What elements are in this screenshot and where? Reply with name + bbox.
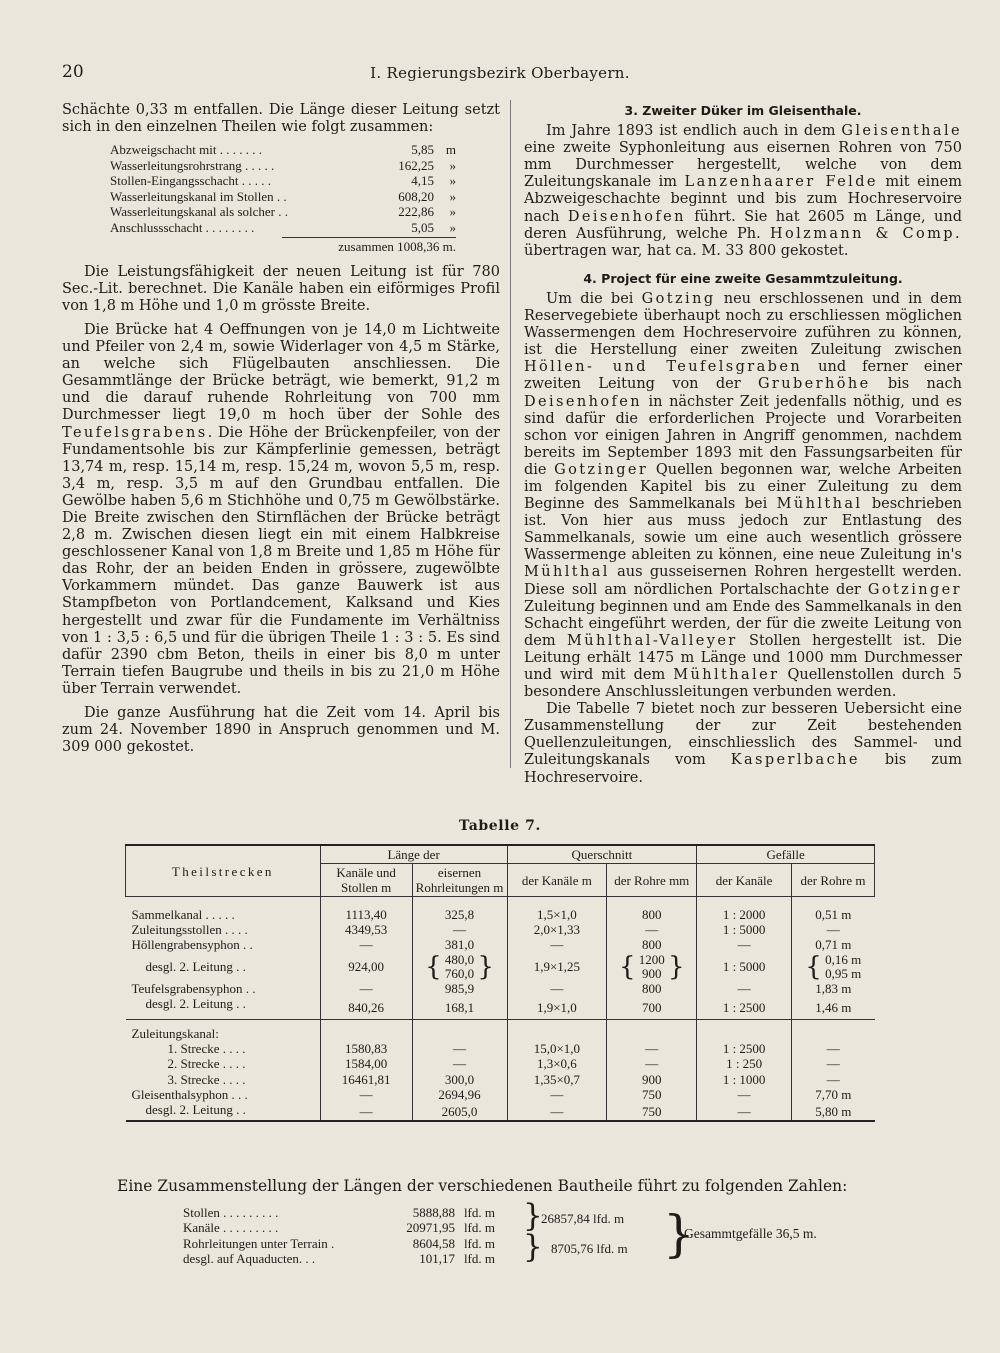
summary-brace: }: [663, 1205, 695, 1263]
summary-sum-2: 8705,76 lfd. m: [551, 1241, 628, 1256]
table-row: Teufelsgrabensyphon . . — 985,9 — 800 — 1,83 m: [126, 981, 875, 996]
table-7: [125, 844, 875, 1122]
th-gefaelle: Gefälle: [697, 845, 875, 864]
summary-row: Rohrleitungen unter Terrain . 8604,58 lfd. m: [183, 1235, 495, 1251]
th-g-rohre: der Rohre m: [792, 864, 875, 897]
left-column: [62, 102, 500, 756]
table-row: Sammelkanal . . . . . 1113,40 325,8 1,5×1,0 800 1 : 2000 0,51 m: [126, 897, 875, 923]
table-row: Höllengrabensyphon . . — 381,0 — 800 — 0,71 m: [126, 937, 875, 952]
zuleitungskanal-label: Zuleitungskanal:: [126, 1020, 321, 1042]
table-caption: Tabelle 7.: [459, 818, 541, 834]
running-title: I. Regierungsbezirk Oberbayern.: [370, 64, 630, 82]
left-paragraph: Die Leistungsfähigkeit der neuen Leitung ist für 780 Sec.-Lit. berechnet. Die Kanäle haben ein eiförmiges Profil von 1,8 m Höhe und 1,0 m grösste Breite.: [62, 263, 500, 314]
table-row: 2. Strecke . . . . 1584,00 — 1,3×0,6 — 1 : 250 —: [126, 1056, 875, 1071]
length-row: Anschlussschacht . . . . . . . . 5,05 »: [110, 219, 456, 235]
length-list: [110, 142, 456, 255]
length-total: zusammen 1008,36 m.: [282, 237, 456, 255]
page-number: 20: [62, 62, 84, 82]
summary-row: Kanäle . . . . . . . . . 20971,95 lfd. m: [183, 1220, 495, 1236]
th-rohrleitungen: eisernen Rohrleitungen m: [412, 864, 507, 897]
left-paragraph: Die Brücke hat 4 Oeffnungen von je 14,0 m Lichtweite und Pfeiler von 2,4 m, sowie Widerlager von 4,5 m Stärke, an welche sich Flügelbauten anschliessen. Die Gesammtlänge der Brücke beträgt, wie bemerkt, 91,2 m und die darauf ruhende Rohrleitung von 700 mm Durchmesser liegt 19,0 m hoch über der Sohle des Teufelsgrabens. Die Höhe der Brückenpfeiler, von der Fundamentsohle bis zur Kämpferlinie gemessen, beträgt 13,74 m, resp. 15,14 m, resp. 15,24 m, wovon 5,5 m, resp. 3,4 m, resp. 3,5 m auf den Grundbau entfallen. Die Gewölbe haben 5,6 m Stichhöhe und 0,75 m Gewölbstärke. Die Breite zwischen den Stirnflächen der Brücke beträgt 2,8 m. Zwischen diesen liegt ein mit einem Halbkreise geschlossener Kanal von 1,8 m Breite und 1,85 m Höhe für das Rohr, der an beiden Enden in grössere, zugewölbte Vorkammern mündet. Das ganze Bauwerk ist aus Stampfbeton von Portlandcement, Kalksand und Kies hergestellt und zwar für die Fundamente im Verhältniss von 1 : 3,5 : 6,5 und für die übrigen Theile 1 : 3 : 5. Es sind dafür 2390 cbm Beton, theils in einer bis 8,0 m unter Terrain tiefen Baugrube und theils in bis zu 21,0 m Höhe über Terrain verwendet.: [62, 321, 500, 697]
length-row: Abzweigschacht mit . . . . . . . 5,85 m: [110, 142, 456, 158]
table-row: Zuleitungsstollen . . . . 4349,53 — 2,0×1,33 — 1 : 5000 —: [126, 922, 875, 937]
table-row: desgl. 2. Leitung . . 924,00 { 480,0 760,0 } 1,9×1,25 { 1200 900 } 1 : 5000 { 0,16 m 0,95 m: [126, 953, 875, 981]
summary-brace: }: [523, 1229, 543, 1265]
right-paragraph: Die Tabelle 7 bietet noch zur besseren Uebersicht eine Zusammenstellung der zur Zeit bestehenden Quellenzuleitungen, einschliesslich des Sammel- und Zuleitungskanals vom Kasperlbache bis zum Hochreservoire.: [524, 701, 962, 786]
summary-list: [183, 1205, 495, 1266]
left-paragraph: Die ganze Ausführung hat die Zeit vom 14. April bis zum 24. November 1890 in Anspruch genommen und M. 309 000 gekostet.: [62, 705, 500, 756]
column-divider: [510, 100, 511, 768]
length-row: Wasserleitungskanal im Stollen . . 608,20 »: [110, 188, 456, 204]
table-row: 1. Strecke . . . . 1580,83 — 15,0×1,0 — 1 : 2500 —: [126, 1041, 875, 1056]
table-row: desgl. 2. Leitung . . — 2605,0 — 750 — 5,80 m: [126, 1102, 875, 1121]
right-paragraph: Um die bei Gotzing neu erschlossenen und in dem Reservegebiete überhaupt noch zu erschliessen möglichen Wassermengen dem Hochreservoire zuführen zu können, ist die Herstellung einer zweiten Zuleitung zwischen Höllen- und Teufelsgraben und ferner einer zweiten Leitung von der Gruberhöhe bis nach Deisenhofen in nächster Zeit jedenfalls nöthig, und es sind dafür die erforderlichen Projecte und Vorarbeiten schon vor einigen Jahren in Angriff genommen, nachdem bereits im September 1893 mit den Fassungsarbeiten für die Gotzinger Quellen begonnen war, welche Arbeiten im folgenden Kapitel bis zu einer Zuleitung zu dem Beginne des Sammelkanals bei Mühlthal beschrieben ist. Von hier aus muss jedoch zur Entlastung des Sammelkanals, sowie um eine auch wesentlich grössere Wassermenge ableiten zu können, eine neue Zuleitung in's Mühlthal aus gusseisernen Rohren hergestellt werden. Diese soll am nördlichen Portalschachte der Gotzinger Zuleitung beginnen und am Ende des Sammelkanals in den Schacht eingeführt werden, der für die zweite Leitung von dem Mühlthal-Valleyer Stollen hergestellt ist. Die Leitung erhält 1475 m Länge und 1000 mm Durchmesser und wird mit dem Mühlthaler Quellenstollen durch 5 besondere Anschlussleitungen verbunden werden.: [524, 290, 963, 701]
th-q-rohre: der Rohre mm: [607, 864, 697, 897]
th-g-kanaele: der Kanäle: [697, 864, 792, 897]
table-row: 3. Strecke . . . . 16461,81 300,0 1,35×0,7 900 1 : 1000 —: [126, 1072, 875, 1087]
summary-intro: Eine Zusammenstellung der Längen der verschiedenen Bautheile führt zu folgenden Zahlen:: [117, 1177, 848, 1195]
th-theilstrecken: Theilstrecken: [126, 845, 321, 897]
summary-row: desgl. auf Aquaducten. . . 101,17 lfd. m: [183, 1250, 495, 1266]
table-row: [126, 1020, 875, 1042]
th-q-kanaele: der Kanäle m: [507, 864, 607, 897]
length-row: Wasserleitungskanal als solcher . . 222,86 »: [110, 204, 456, 220]
left-intro: Schächte 0,33 m entfallen. Die Länge dieser Leitung setzt sich in den einzelnen Theilen wie folgt zusammen:: [62, 102, 500, 136]
th-querschnitt: Querschnitt: [507, 845, 697, 864]
right-column: [524, 102, 962, 787]
length-row: Wasserleitungsrohrstrang . . . . . 162,25 »: [110, 157, 456, 173]
summary-brace: }: [523, 1198, 543, 1234]
length-row: Stollen-Eingangsschacht . . . . . 4,15 »: [110, 173, 456, 189]
table-row: Gleisenthalsyphon . . . — 2694,96 — 750 — 7,70 m: [126, 1087, 875, 1102]
summary-row: Stollen . . . . . . . . . 5888,88 lfd. m: [183, 1205, 495, 1220]
right-paragraph: Im Jahre 1893 ist endlich auch in dem Gleisenthale eine zweite Syphonleitung aus eisernen Rohren von 750 mm Durchmesser hergestellt, welche von dem Zuleitungskanale im Lanzenhaarer Felde mit einem Abzweigeschachte beginnt und bis zum Hochreservoire nach Deisenhofen führt. Sie hat 2605 m Länge, und deren Ausführung, welche Ph. Holzmann & Comp. übertragen war, hat ca. M. 33 800 gekostet.: [524, 123, 962, 259]
section-heading: 4. Project für eine zweite Gesammtzuleitung.: [583, 270, 903, 286]
summary-sum-1: 26857,84 lfd. m: [541, 1211, 625, 1226]
section-heading: 3. Zweiter Düker im Gleisenthale.: [624, 103, 862, 118]
th-kanaele-stollen: Kanäle und Stollen m: [320, 864, 412, 897]
th-laenge: Länge der: [320, 845, 507, 864]
table-row: desgl. 2. Leitung . . 840,26 168,1 1,9×1,0 700 1 : 2500 1,46 m: [126, 996, 875, 1020]
gesammtgefaelle: Gesammtgefälle 36,5 m.: [684, 1226, 817, 1241]
